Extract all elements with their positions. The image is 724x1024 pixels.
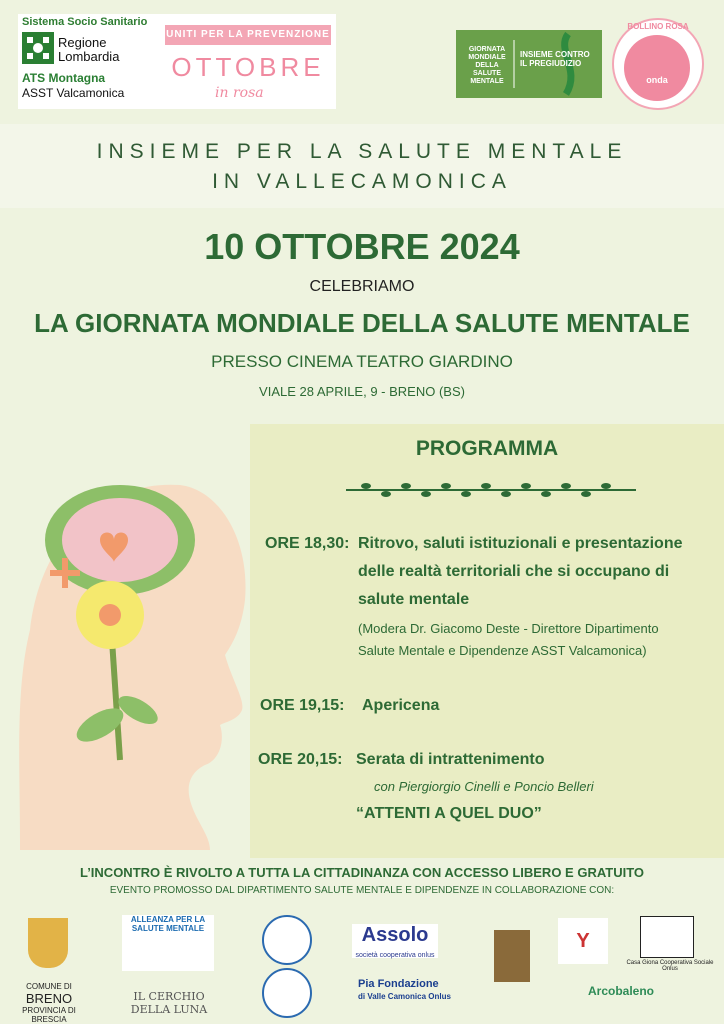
logo-assolo-sub: società cooperativa onlus [355, 952, 435, 959]
logo-arcobaleno: Arcobaleno [587, 984, 654, 998]
in-rosa: in rosa [215, 85, 264, 101]
regione-lombardia-logo: Regione Lombardia [58, 35, 120, 64]
footer-line2: EVENTO PROMOSSO DAL DIPARTIMENTO SALUTE MENTALE E DIPENDENZE IN COLLABORAZIONE CON: [109, 885, 615, 896]
item-3-line1: Serata di intrattenimento [356, 751, 545, 768]
head-brain-illustration [10, 440, 260, 850]
logo-assolo: Assolo [352, 924, 438, 958]
logo-cerchio: IL CERCHIO DELLA LUNA [130, 990, 208, 1016]
time-1: ORE 18,30: [265, 535, 350, 552]
scarecrow-icon [494, 930, 530, 982]
vine-divider-icon [346, 480, 636, 500]
event-title: LA GIORNATA MONDIALE DELLA SALUTE MENTALE [34, 308, 690, 338]
logo-breno: COMUNE DI BRENO PROVINCIA DI BRESCIA [22, 982, 76, 1024]
ats-montagna: ATS Montagna [22, 71, 106, 85]
item-2-line1: Apericena [362, 697, 440, 714]
item-1-line2: delle realtà territoriali che si occupano di [358, 563, 670, 580]
bollino-label: BOLLINO ROSA [627, 22, 689, 31]
logo-casa-giona: Casa Giona Cooperativa Sociale Onlus [626, 960, 714, 972]
asst-valcamonica: ASST Valcamonica [22, 86, 125, 100]
item-1-line1: Ritrovo, saluti istituzionali e presentazione [358, 535, 683, 552]
item-1-note1: (Modera Dr. Giacomo Deste - Direttore Dipartimento [358, 621, 659, 636]
slogan-line1: INSIEME PER LA SALUTE MENTALE [96, 140, 628, 163]
circle-logo-2-icon [262, 968, 312, 1018]
uniti-prevenzione: UNITI PER LA PREVENZIONE [165, 25, 331, 45]
time-2: ORE 19,15: [260, 697, 345, 714]
time-3: ORE 20,15: [258, 751, 343, 768]
item-3-title: “ATTENTI A QUEL DUO” [356, 805, 542, 822]
item-1-line3: salute mentale [358, 591, 470, 608]
onda-label: onda [646, 75, 668, 85]
event-date: 10 OTTOBRE 2024 [204, 226, 520, 267]
venue: PRESSO CINEMA TEATRO GIARDINO [211, 352, 513, 371]
gms-text: GIORNATA MONDIALE DELLA SALUTE MENTALE [468, 46, 506, 85]
casa-giona-icon [640, 916, 694, 958]
venue-address: VIALE 28 APRILE, 9 - BRENO (BS) [259, 384, 465, 399]
footer-line1: L’INCONTRO È RIVOLTO A TUTTA LA CITTADINANZA CON ACCESSO LIBERO E GRATUITO [79, 865, 645, 880]
item-3-note1: con Piergiorgio Cinelli e Poncio Belleri [374, 779, 594, 794]
ottobre-logo: OTTOBRE [171, 52, 325, 82]
programma-title: PROGRAMMA [415, 437, 559, 460]
slogan-band [0, 124, 724, 208]
logo-alleanza: ALLEANZA PER LA SALUTE MENTALE [122, 915, 214, 971]
gms-slogan: INSIEME CONTRO IL PREGIUDIZIO [520, 50, 590, 68]
sistema-label: Sistema Socio Sanitario [22, 16, 148, 28]
bollino-heart-icon [624, 35, 690, 101]
logo-colorful-icon: Y [558, 918, 608, 964]
celebriamo: CELEBRIAMO [309, 278, 415, 295]
lombardia-cross-icon [22, 32, 54, 64]
logo-pia-fondazione: Pia Fondazione di Valle Camonica Onlus [358, 978, 451, 1001]
item-1-note2: Salute Mentale e Dipendenze ASST Valcamonica) [358, 643, 647, 658]
circle-logo-1-icon [262, 915, 312, 965]
breno-crest-icon [28, 918, 68, 968]
slogan-line2: IN VALLECAMONICA [212, 170, 512, 193]
